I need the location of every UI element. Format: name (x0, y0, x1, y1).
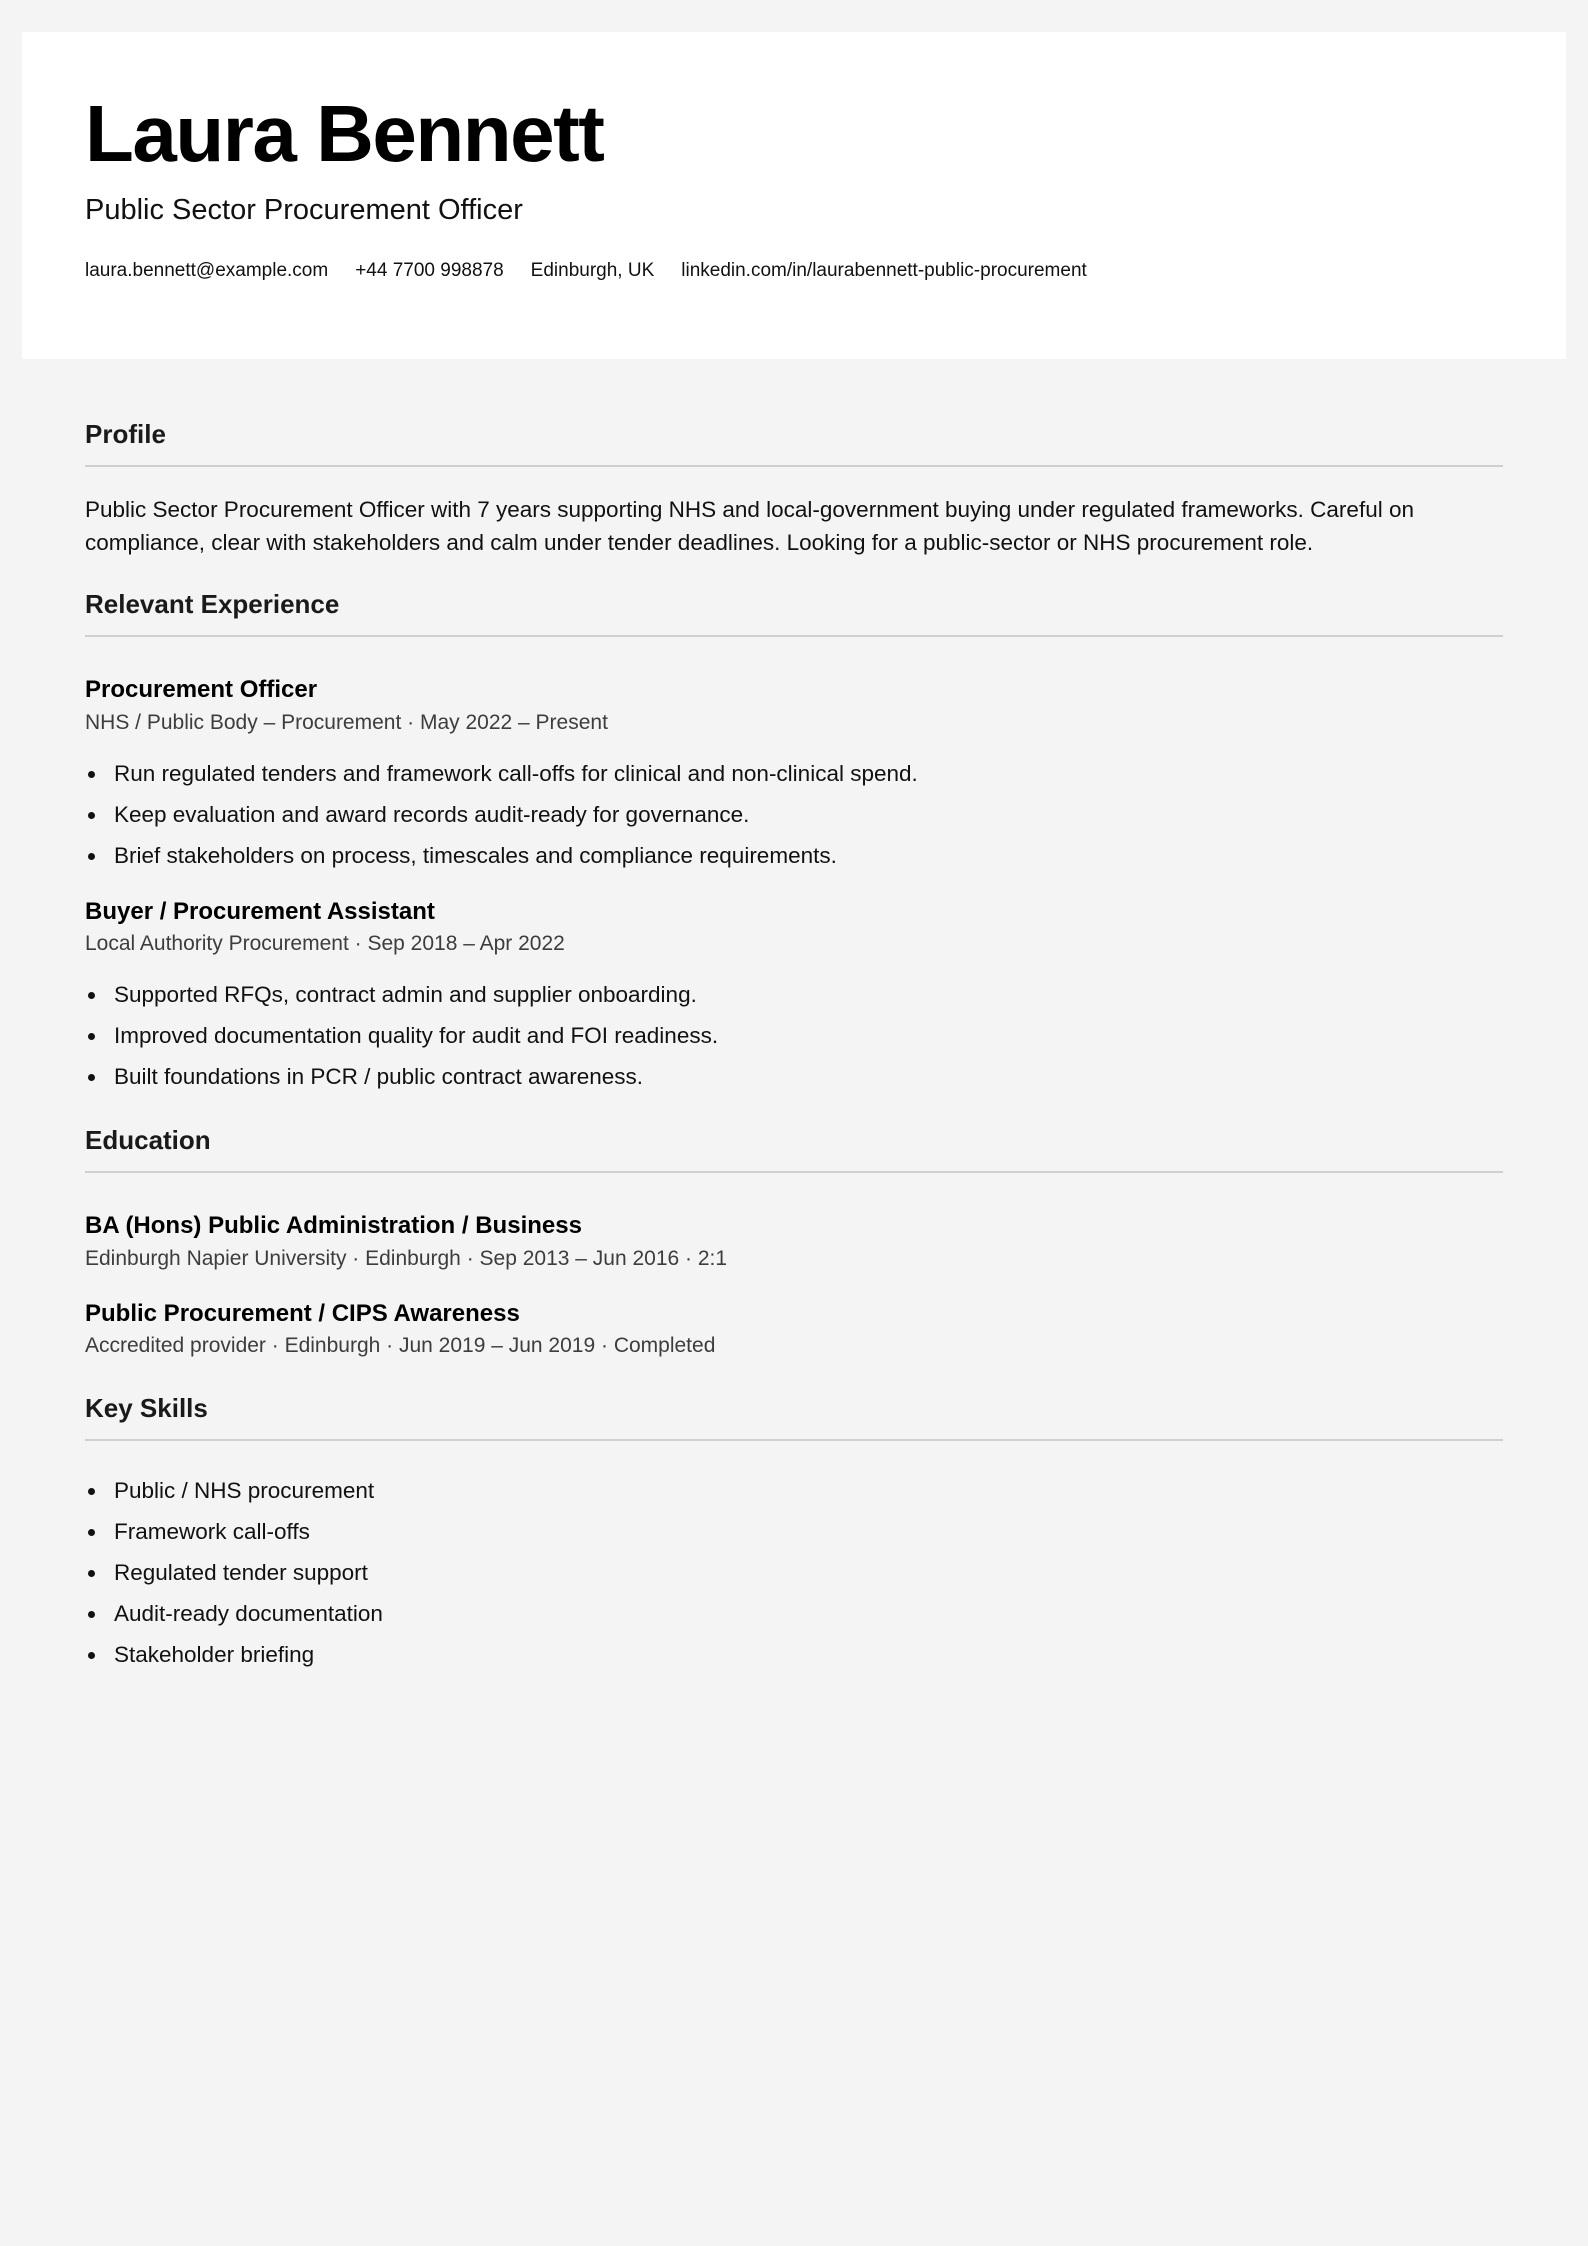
bullet-icon (88, 1570, 95, 1577)
candidate-role: Public Sector Procurement Officer (85, 194, 523, 226)
job-bullets (85, 983, 718, 1106)
bullet-icon (88, 1611, 95, 1618)
bullet-icon (88, 1033, 95, 1040)
list-item: Brief stakeholders on process, timescales and compliance requirements. (85, 844, 918, 885)
section-divider (85, 635, 1503, 637)
education-meta: Accredited provider · Edinburgh · Jun 2019 – Jun 2019 · Completed (85, 1334, 716, 1357)
list-item: Framework call-offs (85, 1520, 383, 1561)
bullet-icon (88, 812, 95, 819)
contact-linkedin[interactable]: linkedin.com/in/laurabennett-public-procurement (681, 260, 1087, 281)
bullet-icon (88, 1074, 95, 1081)
list-item: Public / NHS procurement (85, 1479, 383, 1520)
education-meta: Edinburgh Napier University · Edinburgh · Sep 2013 – Jun 2016 · 2:1 (85, 1247, 728, 1270)
candidate-name: Laura Bennett (85, 89, 604, 178)
job-meta: NHS / Public Body – Procurement · May 2022 – Present (85, 711, 608, 734)
bullet-icon (88, 853, 95, 860)
section-title-experience: Relevant Experience (85, 589, 340, 619)
job-title: Buyer / Procurement Assistant (85, 898, 435, 925)
section-title-skills: Key Skills (85, 1393, 208, 1423)
bullet-icon (88, 1529, 95, 1536)
education-title: BA (Hons) Public Administration / Business (85, 1212, 582, 1239)
section-divider (85, 1439, 1503, 1441)
contact-location: Edinburgh, UK (530, 260, 655, 281)
list-item: Regulated tender support (85, 1561, 383, 1602)
section-divider (85, 465, 1503, 467)
bullet-icon (88, 1652, 95, 1659)
profile-summary: Public Sector Procurement Officer with 7 years supporting NHS and local-government buying under regulated frameworks. Careful on compliance, clear with stakeholders and calm under tender deadlines. Looking for a public-sector or NHS procurement role. (85, 497, 1414, 555)
contact-phone[interactable]: +44 7700 998878 (355, 260, 504, 281)
contact-line (85, 261, 1087, 280)
list-item: Improved documentation quality for audit and FOI readiness. (85, 1024, 718, 1065)
list-item: Built foundations in PCR / public contract awareness. (85, 1065, 718, 1106)
list-item: Run regulated tenders and framework call-offs for clinical and non-clinical spend. (85, 762, 918, 803)
job-title: Procurement Officer (85, 676, 318, 703)
bullet-icon (88, 771, 95, 778)
list-item: Keep evaluation and award records audit-ready for governance. (85, 803, 918, 844)
section-divider (85, 1171, 1503, 1173)
skills-list (85, 1479, 383, 1684)
section-title-profile: Profile (85, 419, 166, 449)
education-title: Public Procurement / CIPS Awareness (85, 1300, 520, 1327)
list-item: Stakeholder briefing (85, 1643, 383, 1684)
job-meta: Local Authority Procurement · Sep 2018 – Apr 2022 (85, 932, 565, 955)
list-item: Audit-ready documentation (85, 1602, 383, 1643)
contact-email[interactable]: laura.bennett@example.com (85, 260, 329, 281)
job-bullets (85, 762, 918, 885)
bullet-icon (88, 992, 95, 999)
resume-header (22, 32, 1566, 359)
section-title-education: Education (85, 1125, 211, 1155)
list-item: Supported RFQs, contract admin and supplier onboarding. (85, 983, 718, 1024)
bullet-icon (88, 1488, 95, 1495)
